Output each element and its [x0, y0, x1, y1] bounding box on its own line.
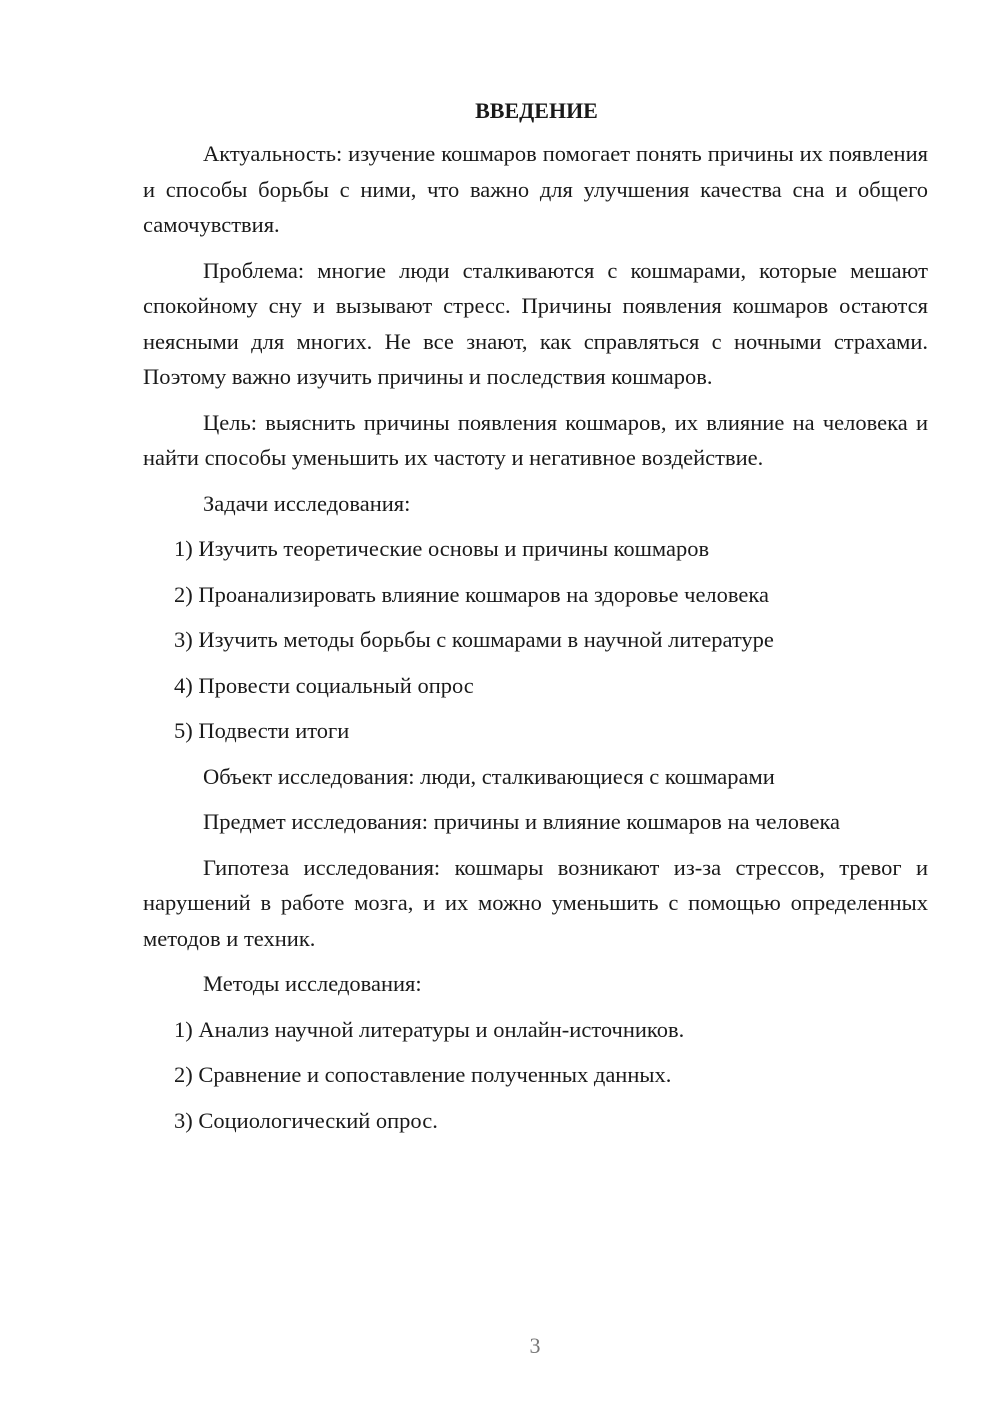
list-item: 2) Сравнение и сопоставление полученных данных.: [174, 1062, 672, 1087]
problem-paragraph: Проблема: многие люди сталкиваются с кошмарами, которые мешают спокойному сну и вызывают стресс. Причины появления кошмаров остаются неясными для многих. Не все знают, как справляться с ночными страхами. Поэтому важно изучить причины и последствия кошмаров.: [143, 257, 928, 389]
tasks-list: [143, 531, 928, 749]
tasks-heading: Задачи исследования:: [203, 490, 411, 516]
subject-line: Предмет исследования: причины и влияние кошмаров на человека: [203, 809, 841, 834]
list-item: 2) Проанализировать влияние кошмаров на здоровье человека: [174, 581, 769, 607]
page-content: [143, 96, 928, 1148]
list-item: 4) Провести социальный опрос: [174, 672, 474, 698]
relevance-paragraph: Актуальность: изучение кошмаров помогает понять причины их появления и способы борьбы с ними, что важно для улучшения качества сна и общего самочувствия.: [143, 141, 928, 237]
list-item: 1) Анализ научной литературы и онлайн-источников.: [174, 1016, 685, 1042]
list-item: 3) Социологический опрос.: [174, 1107, 438, 1133]
hypothesis-paragraph: Гипотеза исследования: кошмары возникают из-за стрессов, тревог и нарушений в работе мозга, и их можно уменьшить с помощью определенных методов и техник.: [143, 854, 928, 951]
methods-list: [143, 1012, 928, 1139]
list-item: 5) Подвести итоги: [174, 718, 350, 743]
methods-heading: Методы исследования:: [203, 971, 422, 996]
goal-paragraph: Цель: выяснить причины появления кошмаров, их влияние на человека и найти способы уменьшить их частоту и негативное воздействие.: [143, 409, 928, 470]
page-number: 3: [529, 1333, 541, 1358]
list-item: 1) Изучить теоретические основы и причины кошмаров: [174, 536, 710, 561]
section-title: ВВЕДЕНИЕ: [475, 98, 598, 123]
object-line: Объект исследования: люди, сталкивающиеся с кошмарами: [203, 763, 775, 789]
list-item: 3) Изучить методы борьбы с кошмарами в научной литературе: [174, 627, 774, 652]
